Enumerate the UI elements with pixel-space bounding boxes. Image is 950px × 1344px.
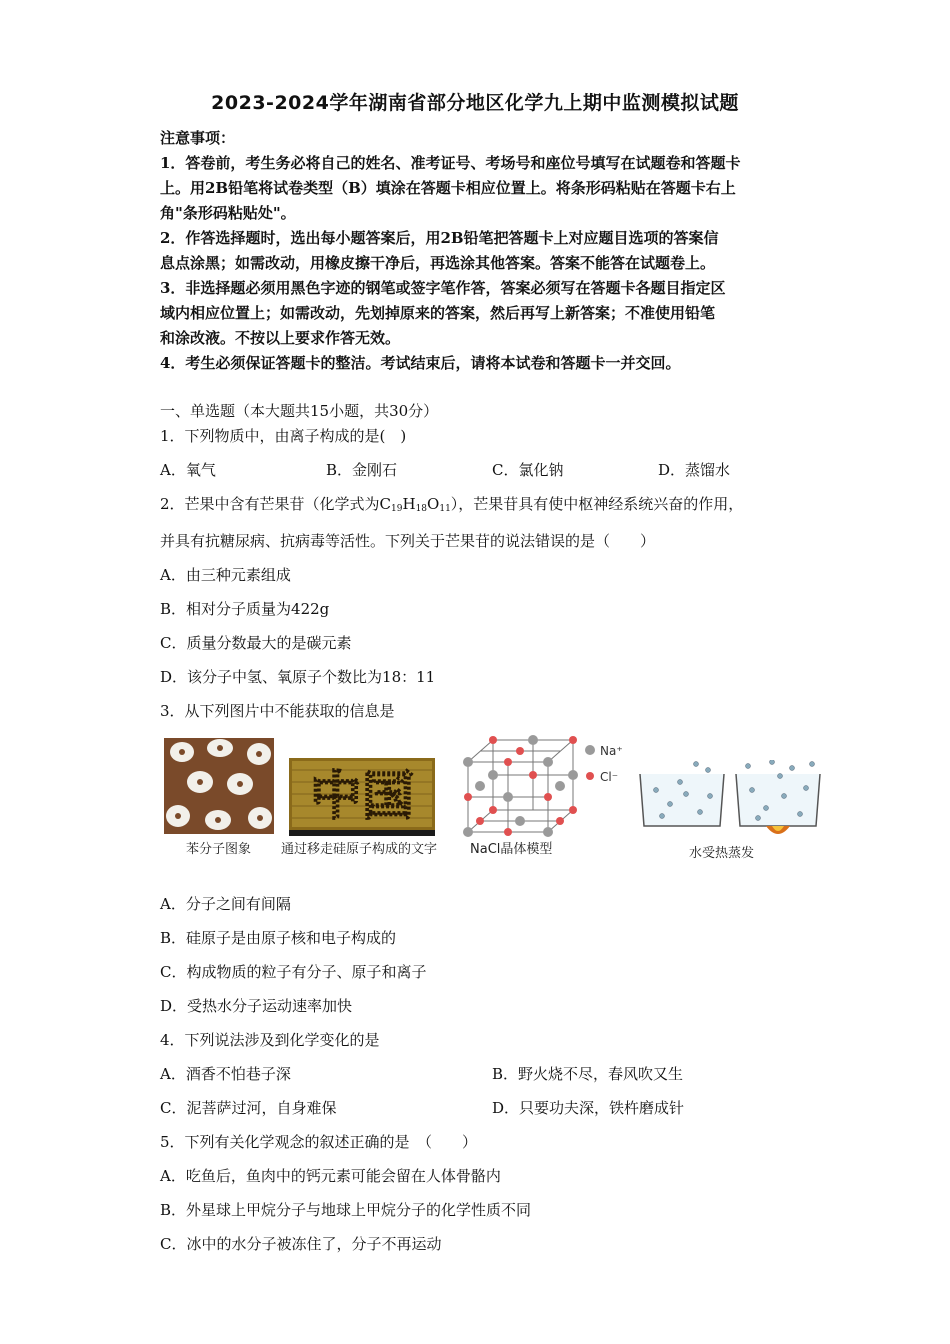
q1-option-b: B．金刚石 — [326, 461, 398, 479]
question-1-stem: 1．下列物质中，由离子构成的是( ) — [160, 427, 407, 445]
notice-heading: 注意事项： — [160, 129, 236, 147]
notice-line: 域内相应位置上；如需改动，先划掉原来的答案，然后再写上新答案；不准使用铅笔 — [160, 304, 716, 322]
formula-sub: 19 — [391, 504, 403, 514]
question-3-stem: 3．从下列图片中不能获取的信息是 — [160, 702, 395, 720]
notice-line: 2．作答选择题时，选出每小题答案后，用2B铅笔把答题卡上对应题目选项的答案信 — [160, 229, 719, 247]
q5-option-b: B．外星球上甲烷分子与地球上甲烷分子的化学性质不同 — [160, 1201, 532, 1219]
legend-na: Na⁺ — [600, 744, 623, 758]
notice-line: 上。用2B铅笔将试卷类型（B）填涂在答题卡相应位置上。将条形码粘贴在答题卡右上 — [160, 179, 736, 197]
q3-option-a: A．分子之间有间隔 — [160, 895, 291, 913]
notice-line: 4．考生必须保证答题卡的整洁。考试结束后，请将本试卷和答题卡一并交回。 — [160, 354, 681, 372]
q1-option-d: D．蒸馏水 — [658, 461, 731, 479]
q3-option-d: D．受热水分子运动速率加快 — [160, 997, 353, 1015]
silicon-text: 中国 — [309, 767, 415, 827]
question-4-stem: 4．下列说法涉及到化学变化的是 — [160, 1031, 380, 1049]
formula-h: H — [402, 495, 416, 513]
benzene-image — [164, 738, 274, 834]
formula-sub: 18 — [415, 504, 428, 514]
q4-option-c: C．泥菩萨过河，自身难保 — [160, 1099, 337, 1117]
q5-option-a: A．吃鱼后，鱼肉中的钙元素可能会留在人体骨骼内 — [160, 1167, 501, 1185]
water-evaporation-image — [636, 760, 822, 842]
legend-cl: Cl⁻ — [600, 770, 619, 784]
q1-option-c: C．氯化钠 — [492, 461, 564, 479]
notice-line: 3．非选择题必须用黑色字迹的钢笔或签字笔作答，答案必须写在答题卡各题目指定区 — [160, 279, 726, 297]
q2-stem-pre: 2．芒果中含有芒果苷（化学式为C — [160, 495, 392, 513]
question-2-stem — [160, 494, 743, 519]
formula-o: O — [427, 495, 440, 513]
silicon-atom-image — [289, 758, 435, 836]
q4-option-a: A．酒香不怕巷子深 — [160, 1065, 291, 1083]
notice-line: 角"条形码粘贴处"。 — [160, 204, 296, 222]
q4-option-d: D．只要功夫深，铁杵磨成针 — [492, 1099, 685, 1117]
q2-option-a: A．由三种元素组成 — [160, 566, 291, 584]
notice-line: 息点涂黑；如需改动，用橡皮擦干净后，再选涂其他答案。答案不能答在试题卷上。 — [160, 254, 716, 272]
q5-option-c: C．冰中的水分子被冻住了，分子不再运动 — [160, 1235, 442, 1253]
caption-evaporation: 水受热蒸发 — [689, 846, 755, 861]
caption-nacl: NaCl晶体模型 — [470, 842, 553, 857]
page-title: 2023-2024学年湖南省部分地区化学九上期中监测模拟试题 — [211, 92, 739, 114]
nacl-crystal-model — [458, 732, 628, 840]
section-heading: 一、单选题（本大题共15小题，共30分） — [160, 402, 439, 420]
q2-option-d: D．该分子中氢、氧原子个数比为18：11 — [160, 668, 436, 686]
notice-line: 1．答卷前，考生务必将自己的姓名、准考证号、考场号和座位号填写在试题卷和答题卡 — [160, 154, 741, 172]
q2-option-b: B．相对分子质量为422g — [160, 600, 330, 618]
q2-stem-post: ），芒果苷具有使中枢神经系统兴奋的作用， — [450, 495, 744, 513]
caption-benzene: 苯分子图象 — [186, 842, 252, 857]
question-2-stem-line2: 并具有抗糖尿病、抗病毒等活性。下列关于芒果苷的说法错误的是（ ） — [160, 532, 656, 550]
q3-option-c: C．构成物质的粒子有分子、原子和离子 — [160, 963, 427, 981]
q3-option-b: B．硅原子是由原子核和电子构成的 — [160, 929, 397, 947]
formula-sub: 11 — [439, 504, 451, 514]
q1-option-a: A．氧气 — [160, 461, 216, 479]
q2-option-c: C．质量分数最大的是碳元素 — [160, 634, 352, 652]
caption-silicon: 通过移走硅原子构成的文字 — [281, 842, 438, 857]
question-5-stem: 5．下列有关化学观念的叙述正确的是 （ ） — [160, 1133, 478, 1151]
notice-line: 和涂改液。不按以上要求作答无效。 — [160, 329, 401, 347]
q4-option-b: B．野火烧不尽，春风吹又生 — [492, 1065, 684, 1083]
